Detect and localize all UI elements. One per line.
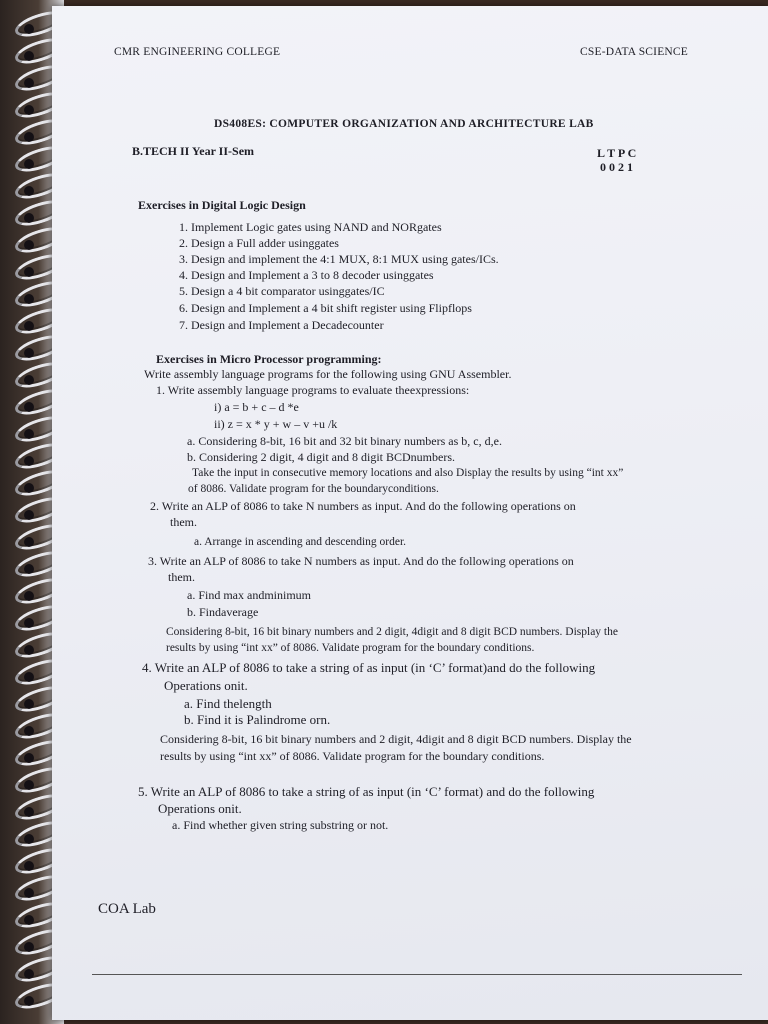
course-year: B.TECH II Year II-Sem bbox=[132, 144, 255, 158]
expression-2: ii) z = x * y + w – v +u /k bbox=[214, 417, 338, 431]
question-2-cont: them. bbox=[170, 515, 197, 529]
punch-hole bbox=[24, 834, 34, 844]
question-1: 1. Write assembly language programs to evaluate theexpressions: bbox=[156, 383, 470, 397]
expression-1: i) a = b + c – d *e bbox=[214, 400, 299, 414]
ltpc-values: 0 0 2 1 bbox=[600, 160, 633, 174]
punch-hole bbox=[24, 510, 34, 520]
punch-hole bbox=[24, 726, 34, 736]
punch-hole bbox=[24, 888, 34, 898]
list-item: a. Considering 8-bit, 16 bit and 32 bit binary numbers as b, c, d,e. bbox=[187, 434, 502, 448]
note: results by using “int xx” of 8086. Validate program for the boundary conditions. bbox=[160, 749, 545, 763]
punch-hole bbox=[24, 483, 34, 493]
punch-hole bbox=[24, 699, 34, 709]
punch-hole bbox=[24, 78, 34, 88]
question-4-cont: Operations onit. bbox=[164, 678, 248, 693]
course-title: DS408ES: COMPUTER ORGANIZATION AND ARCHITECTURE LAB bbox=[214, 118, 594, 130]
punch-hole bbox=[24, 807, 34, 817]
document-page bbox=[52, 6, 768, 1020]
punch-hole bbox=[24, 537, 34, 547]
punch-hole bbox=[24, 267, 34, 277]
list-item: 3. Design and implement the 4:1 MUX, 8:1 MUX using gates/ICs. bbox=[179, 252, 499, 266]
punch-hole bbox=[24, 996, 34, 1006]
list-item: a. Arrange in ascending and descending order. bbox=[194, 536, 407, 548]
punch-hole bbox=[24, 348, 34, 358]
question-3: 3. Write an ALP of 8086 to take N numbers as input. And do the following operations on bbox=[148, 554, 574, 568]
punch-hole bbox=[24, 51, 34, 61]
punch-hole bbox=[24, 861, 34, 871]
punch-hole bbox=[24, 24, 34, 34]
punch-hole bbox=[24, 672, 34, 682]
footer-label: COA Lab bbox=[98, 901, 156, 917]
punch-hole bbox=[24, 564, 34, 574]
list-item: 7. Design and Implement a Decadecounter bbox=[179, 318, 384, 332]
punch-hole bbox=[24, 942, 34, 952]
punch-hole bbox=[24, 753, 34, 763]
list-item: 5. Design a 4 bit comparator usinggates/IC bbox=[179, 284, 385, 298]
punch-hole bbox=[24, 645, 34, 655]
section-heading-digital-logic: Exercises in Digital Logic Design bbox=[138, 198, 306, 212]
punch-hole bbox=[24, 456, 34, 466]
note: of 8086. Validate program for the boundaryconditions. bbox=[188, 483, 439, 495]
list-item: b. Find it is Palindrome orn. bbox=[184, 712, 331, 727]
list-item: a. Find thelength bbox=[184, 696, 272, 711]
note: Considering 8-bit, 16 bit binary numbers and 2 digit, 4digit and 8 digit BCD numbers. Display the bbox=[166, 626, 618, 638]
note: results by using “int xx” of 8086. Validate program for the boundary conditions. bbox=[166, 642, 535, 654]
question-3-cont: them. bbox=[168, 570, 195, 584]
punch-hole bbox=[24, 915, 34, 925]
ltpc-label: L T P C bbox=[597, 146, 637, 160]
list-item: 2. Design a Full adder usinggates bbox=[179, 236, 339, 250]
question-5: 5. Write an ALP of 8086 to take a string of as input (in ‘C’ format) and do the following bbox=[138, 784, 595, 799]
list-item: b. Considering 2 digit, 4 digit and 8 digit BCDnumbers. bbox=[187, 450, 455, 464]
list-item: 6. Design and Implement a 4 bit shift register using Flipflops bbox=[179, 301, 472, 315]
micro-intro: Write assembly language programs for the following using GNU Assembler. bbox=[144, 367, 512, 381]
note: Considering 8-bit, 16 bit binary numbers and 2 digit, 4digit and 8 digit BCD numbers. Display the bbox=[160, 732, 632, 746]
punch-hole bbox=[24, 240, 34, 250]
question-5-cont: Operations onit. bbox=[158, 801, 242, 816]
punch-hole bbox=[24, 186, 34, 196]
section-heading-micro: Exercises in Micro Processor programming: bbox=[156, 352, 382, 366]
punch-hole bbox=[24, 969, 34, 979]
list-item: 4. Design and Implement a 3 to 8 decoder usinggates bbox=[179, 268, 434, 282]
list-item: a. Find max andminimum bbox=[187, 588, 311, 602]
list-item: a. Find whether given string substring or not. bbox=[172, 818, 389, 832]
punch-hole bbox=[24, 213, 34, 223]
punch-hole bbox=[24, 132, 34, 142]
department: CSE-DATA SCIENCE bbox=[580, 46, 689, 58]
bottom-rule bbox=[92, 974, 742, 975]
punch-hole bbox=[24, 780, 34, 790]
punch-hole bbox=[24, 159, 34, 169]
question-4: 4. Write an ALP of 8086 to take a string of as input (in ‘C’ format)and do the following bbox=[142, 660, 596, 675]
punch-hole bbox=[24, 429, 34, 439]
punch-hole bbox=[24, 591, 34, 601]
college-name: CMR ENGINEERING COLLEGE bbox=[114, 46, 281, 58]
punch-hole bbox=[24, 375, 34, 385]
list-item: 1. Implement Logic gates using NAND and NORgates bbox=[179, 220, 442, 234]
punch-hole bbox=[24, 294, 34, 304]
punch-hole bbox=[24, 402, 34, 412]
punch-hole bbox=[24, 105, 34, 115]
punch-hole bbox=[24, 618, 34, 628]
list-item: b. Findaverage bbox=[187, 605, 259, 619]
punch-hole bbox=[24, 321, 34, 331]
question-2: 2. Write an ALP of 8086 to take N numbers as input. And do the following operations on bbox=[150, 499, 576, 513]
note: Take the input in consecutive memory locations and also Display the results by using “int xx” bbox=[192, 467, 624, 479]
